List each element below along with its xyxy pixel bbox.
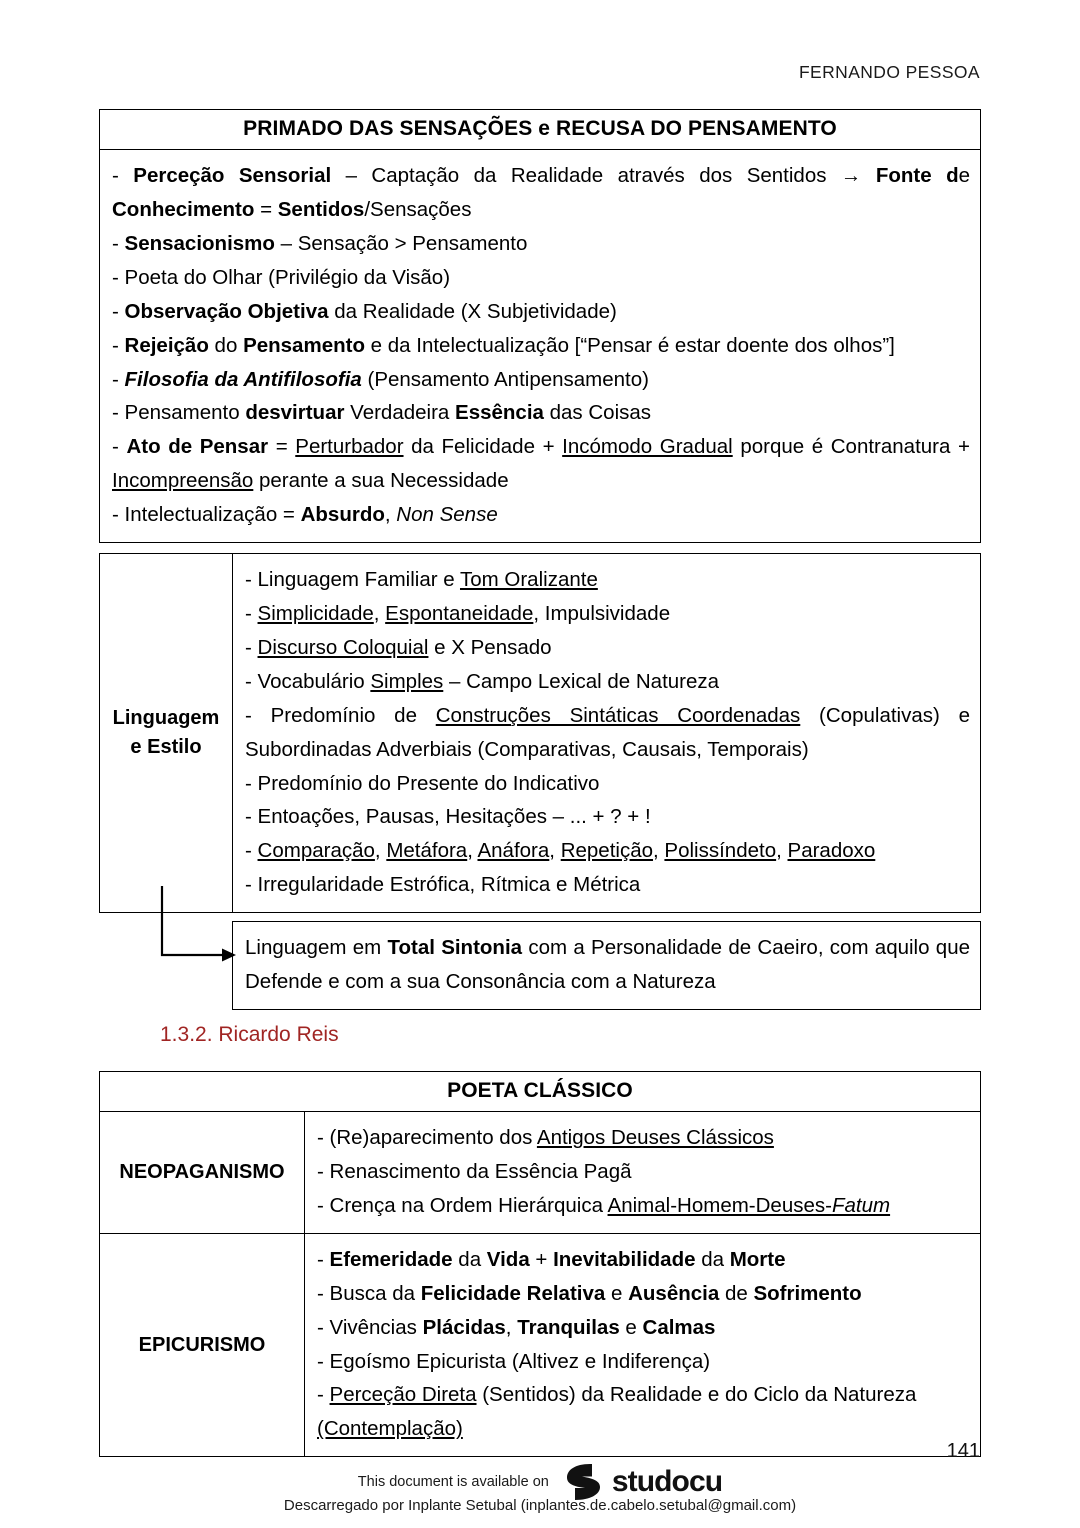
table-row: [100, 150, 981, 543]
list-item: - Busca da Felicidade Relativa e Ausência de Sofrimento: [317, 1281, 862, 1305]
list-item: - Perceção Sensorial – Captação da Realidade através dos Sentidos → Fonte de Conhecimento = Sentidos/Sensações: [112, 164, 971, 221]
table-title-poeta: POETA CLÁSSICO: [100, 1072, 981, 1112]
table-row: [100, 110, 981, 150]
list-item: - Vocabulário Simples – Campo Lexical de Natureza: [245, 669, 720, 693]
row-label-linguagem: Linguagem e Estilo: [100, 554, 233, 913]
list-item: - Rejeição do Pensamento e da Intelectualização [“Pensar é estar doente dos olhos”]: [112, 333, 895, 357]
list-item: - Poeta do Olhar (Privilégio da Visão): [112, 265, 451, 289]
table-body-neopaganismo: [305, 1112, 981, 1234]
table-body-epicurismo: [305, 1233, 981, 1457]
table-row: [233, 922, 981, 1010]
list-item: - Discurso Coloquial e X Pensado: [245, 635, 552, 659]
list-item: - Sensacionismo – Sensação > Pensamento: [112, 231, 528, 255]
section-heading-ricardo-reis: 1.3.2. Ricardo Reis: [160, 1023, 339, 1046]
list-item: - Egoísmo Epicurista (Altivez e Indiferença): [317, 1349, 711, 1373]
list-item: - Irregularidade Estrófica, Rítmica e Métrica: [245, 873, 641, 897]
table-linguagem-e-estilo: [99, 553, 981, 913]
running-header: FERNANDO PESSOA: [798, 62, 980, 82]
row-label-epicurismo: EPICURISMO: [100, 1233, 305, 1457]
table-body-primado: [100, 150, 981, 543]
table-primado-das-sensacoes: [99, 109, 981, 543]
table-sintonia-note: [232, 921, 981, 1010]
page-number: 141: [946, 1440, 980, 1462]
content-lines: [317, 1243, 970, 1447]
list-item: - Pensamento desvirtuar Verdadeira Essência das Coisas: [112, 401, 652, 425]
table-row: [100, 1112, 981, 1234]
table-title-primado: PRIMADO DAS SENSAÇÕES e RECUSA DO PENSAMENTO: [100, 110, 981, 150]
content-lines: [317, 1121, 970, 1223]
row-label-neopaganismo: NEOPAGANISMO: [100, 1112, 305, 1234]
list-item: - Comparação, Metáfora, Anáfora, Repetição, Polissíndeto, Paradoxo: [245, 839, 876, 863]
list-item: - Perceção Direta (Sentidos) da Realidade e do Ciclo da Natureza (Contemplação): [317, 1383, 917, 1441]
list-item: - Renascimento da Essência Pagã: [317, 1159, 632, 1183]
note-text: Linguagem em Total Sintonia com a Personalidade de Caeiro, com aquilo que Defende e com a sua Consonância com a Natureza: [245, 936, 970, 993]
table-row: [100, 1233, 981, 1457]
table-poeta-classico: [99, 1071, 981, 1457]
download-note: Descarregado por Inplante Setubal (inplantes.de.cabelo.setubal@gmail.com): [283, 1497, 797, 1514]
list-item: - Observação Objetiva da Realidade (X Subjetividade): [112, 299, 617, 323]
table-body-sintonia: [233, 922, 981, 1010]
list-item: - Crença na Ordem Hierárquica Animal-Homem-Deuses-Fatum: [317, 1193, 891, 1217]
table-row: [100, 1072, 981, 1112]
list-item: - Linguagem Familiar e Tom Oralizante: [245, 568, 598, 591]
list-item: - Predomínio do Presente do Indicativo: [245, 771, 600, 795]
list-item: - Intelectualização = Absurdo, Non Sense: [112, 503, 498, 527]
studocu-brand-text: studocu: [611, 1465, 723, 1498]
table-row: [100, 554, 981, 913]
content-lines: [245, 931, 970, 999]
list-item: - Simplicidade, Espontaneidade, Impulsividade: [245, 601, 671, 625]
list-item: - Filosofia da Antifilosofia (Pensamento Antipensamento): [112, 367, 649, 391]
watermark-text: This document is available on: [357, 1474, 549, 1490]
list-item: - Vivências Plácidas, Tranquilas e Calmas: [317, 1315, 716, 1339]
list-item: - Efemeridade da Vida + Inevitabilidade da Morte: [317, 1247, 786, 1271]
list-item: - Predomínio de Construções Sintáticas Coordenadas (Copulativas) e Subordinadas Adverbiais (Comparativas, Causais, Temporais): [245, 703, 970, 761]
content-lines: [245, 563, 970, 902]
content-lines: [112, 159, 970, 532]
list-item: - Entoações, Pausas, Hesitações – ... + ? + !: [245, 805, 651, 829]
list-item: - (Re)aparecimento dos Antigos Deuses Clássicos: [317, 1126, 774, 1149]
table-body-linguagem: [233, 554, 981, 913]
list-item: - Ato de Pensar = Perturbador da Felicidade + Incómodo Gradual porque é Contranatura + Incompreensão perante a sua Necessidade: [112, 435, 970, 493]
